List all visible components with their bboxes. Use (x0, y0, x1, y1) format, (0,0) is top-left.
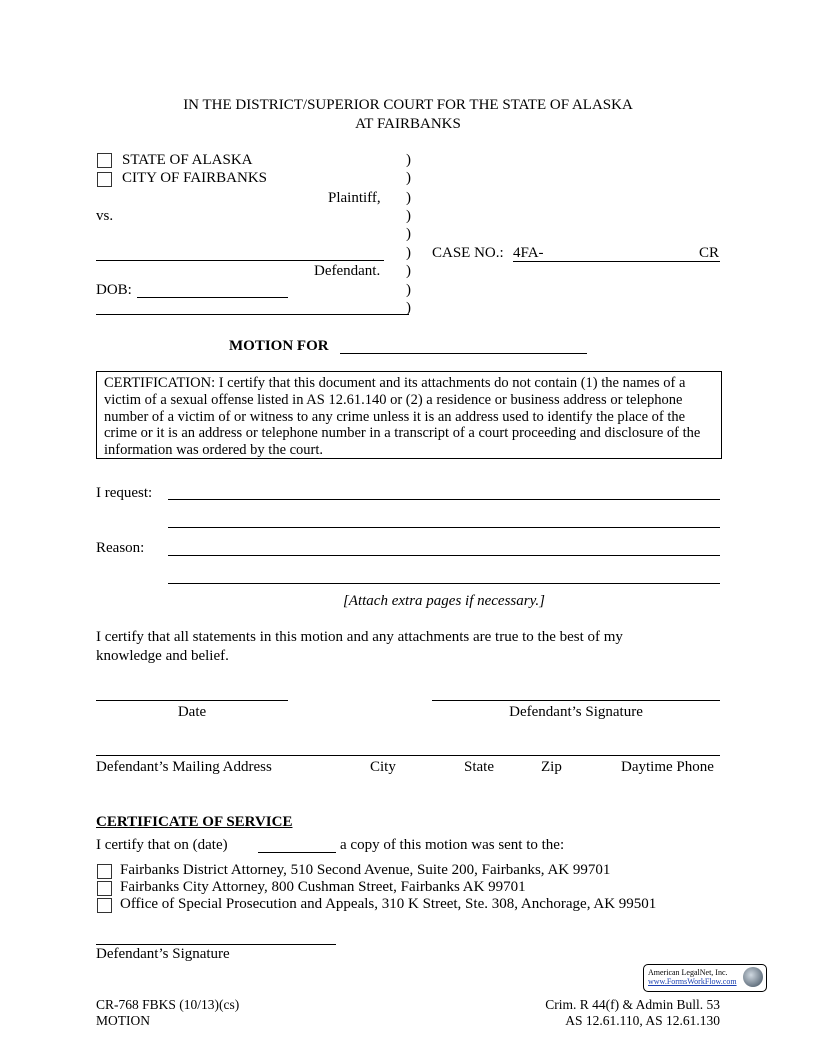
court-header: IN THE DISTRICT/SUPERIOR COURT FOR THE STATE OF ALASKA (183, 97, 633, 113)
reason-field-line-1[interactable] (168, 555, 720, 556)
request-field-line-2[interactable] (168, 527, 720, 528)
reason-field-line-2[interactable] (168, 583, 720, 584)
defendant-signature-field[interactable] (432, 700, 720, 701)
form-name: MOTION (96, 1013, 150, 1028)
case-prefix: 4FA- (513, 245, 544, 261)
caption-paren: ) (406, 208, 411, 224)
certificate-of-service-title: CERTIFICATE OF SERVICE (96, 814, 293, 830)
vs-label: vs. (96, 208, 114, 224)
logo-url[interactable]: www.FormsWorkFlow.com (648, 977, 737, 986)
motion-for-field[interactable] (340, 353, 587, 354)
service-text: a copy of this motion was sent to the: (340, 837, 565, 853)
american-legalnet-logo (643, 964, 767, 992)
request-field-line-1[interactable] (168, 499, 720, 500)
caption-paren: ) (406, 170, 411, 186)
city-attorney-checkbox[interactable] (97, 881, 112, 896)
plaintiff-option-city: CITY OF FAIRBANKS (122, 170, 268, 186)
caption-bottom-line (96, 314, 409, 315)
caption-paren: ) (406, 190, 411, 206)
district-attorney-checkbox[interactable] (97, 864, 112, 879)
motion-for-label: MOTION FOR (229, 338, 329, 354)
case-no-label: CASE NO.: (432, 245, 504, 261)
phone-label: Daytime Phone (621, 759, 714, 775)
case-number-field[interactable] (513, 261, 720, 262)
ospa-checkbox[interactable] (97, 898, 112, 913)
recipient-ospa: Office of Special Prosecution and Appeals, 310 K Street, Ste. 308, Anchorage, AK 99501 (120, 896, 657, 912)
defendant-label: Defendant. (314, 263, 381, 279)
plaintiff-option-state: STATE OF ALASKA (122, 152, 253, 168)
date-label: Date (177, 704, 207, 720)
certify-statement: I certify that all statements in this motion and any attachments are true to the best of my knowledge and belief. (96, 629, 623, 664)
caption-paren: ) (406, 245, 411, 261)
defendant-name-field[interactable] (96, 260, 384, 261)
city-of-fairbanks-checkbox[interactable] (97, 172, 112, 187)
service-date-field[interactable] (258, 852, 336, 853)
dob-field[interactable] (137, 297, 288, 298)
service-signature-label: Defendant’s Signature (96, 946, 230, 962)
caption-paren: ) (406, 282, 411, 298)
reason-label: Reason: (96, 540, 145, 556)
statute-reference: AS 12.61.110, AS 12.61.130 (565, 1013, 720, 1028)
request-label: I request: (96, 485, 153, 501)
date-field[interactable] (96, 700, 288, 701)
state-of-alaska-checkbox[interactable] (97, 153, 112, 168)
dob-label: DOB: (96, 282, 132, 298)
form-id: CR-768 FBKS (10/13)(cs) (96, 997, 240, 1012)
zip-label: Zip (541, 759, 562, 775)
state-label: State (464, 759, 494, 775)
caption-paren: ) (406, 263, 411, 279)
court-location: AT FAIRBANKS (355, 116, 461, 132)
caption-paren: ) (406, 300, 411, 316)
recipient-city-attorney: Fairbanks City Attorney, 800 Cushman Street, Fairbanks AK 99701 (120, 879, 526, 895)
certification-box: CERTIFICATION: I certify that this document and its attachments do not contain (1) the names of a victim of a sexual offense listed in AS 12.61.140 or (2) a residence or business address or telephone number of a victim of or witness to any crime unless it is an address used to identify the place of the crime or it is an address or telephone number in a transcript of a court proceeding and disclosure of the information was ordered by the court. (96, 371, 722, 459)
service-date-label: I certify that on (date) (96, 837, 228, 853)
defendant-signature-label: Defendant’s Signature (509, 704, 643, 720)
mailing-address-label: Defendant’s Mailing Address (96, 759, 272, 775)
caption-paren: ) (406, 226, 411, 242)
logo-name: American LegalNet, Inc. (648, 968, 728, 977)
address-field[interactable] (96, 755, 720, 756)
attach-note: [Attach extra pages if necessary.] (342, 593, 546, 609)
rule-reference: Crim. R 44(f) & Admin Bull. 53 (545, 997, 720, 1012)
recipient-district-attorney: Fairbanks District Attorney, 510 Second Avenue, Suite 200, Fairbanks, AK 99701 (120, 862, 611, 878)
caption-paren: ) (406, 152, 411, 168)
globe-icon (743, 967, 763, 987)
plaintiff-label: Plaintiff, (328, 190, 381, 206)
city-label: City (370, 759, 396, 775)
case-suffix: CR (699, 245, 720, 261)
